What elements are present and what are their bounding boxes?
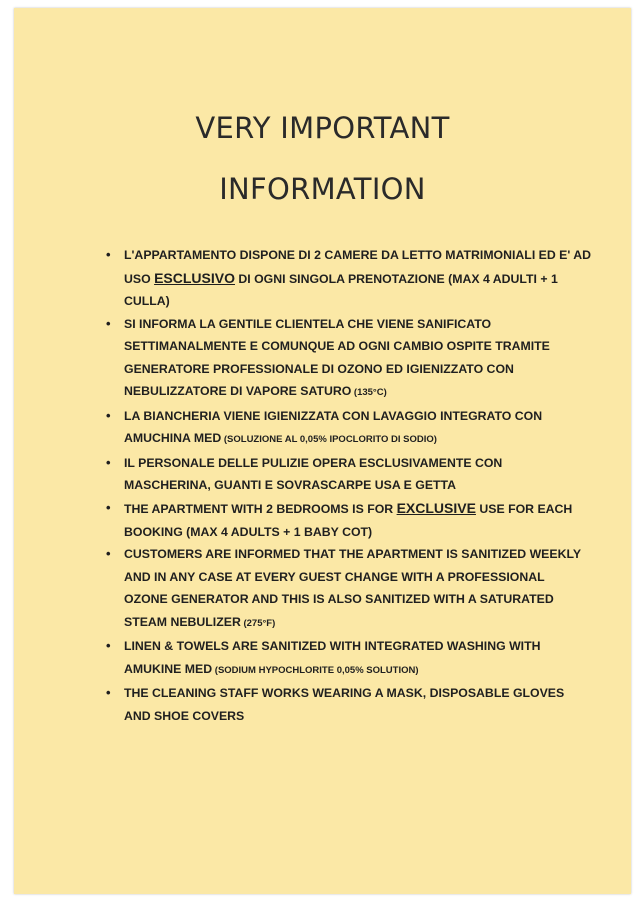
list-item <box>14 452 631 497</box>
title-line-1: VERY IMPORTANT <box>195 111 450 145</box>
italian-list <box>14 244 631 497</box>
list-item <box>14 635 631 682</box>
bullet-icon: • <box>106 500 111 515</box>
item-text: LINEN & TOWELS ARE SANITIZED WITH INTEGRATED WASHING WITH AMUKINE MED <box>124 639 541 676</box>
english-list <box>14 497 631 727</box>
item-small-text: (SOLUZIONE AL 0,05% IPOCLORITO DI SODIO) <box>221 434 437 445</box>
item-small-text: (275°F) <box>240 617 276 629</box>
list-item <box>14 682 631 727</box>
bullet-icon: • <box>106 454 111 470</box>
notice-sheet <box>14 8 631 894</box>
bullet-icon: • <box>106 315 111 331</box>
item-text: L'APPARTAMENTO DISPONE DI 2 CAMERE DA LETTO MATRIMONIALI ED E' AD USO <box>124 248 591 286</box>
item-small-text: (SODIUM HYPOCHLORITE 0,05% SOLUTION) <box>212 664 419 676</box>
item-text: DI OGNI SINGOLA PRENOTAZIONE (MAX 4 ADULTI + 1 CULLA) <box>124 271 558 308</box>
item-text: THE APARTMENT WITH 2 BEDROOMS IS FOR <box>124 502 397 516</box>
item-text: IL PERSONALE DELLE PULIZIE OPERA ESCLUSIVAMENTE CON MASCHERINA, GUANTI E SOVRASCARPE USA E GETTA <box>124 455 503 492</box>
item-text: THE CLEANING STAFF WORKS WEARING A MASK, DISPOSABLE GLOVES AND SHOE COVERS <box>124 686 565 723</box>
item-text: USE FOR EACH BOOKING (MAX 4 ADULTS + 1 BABY COT) <box>124 502 573 539</box>
list-item <box>14 543 631 635</box>
bullet-icon: • <box>106 407 111 423</box>
item-small-text: (135°C) <box>351 387 387 398</box>
emphasis-text: ESCLUSIVO <box>154 269 235 286</box>
bullet-icon: • <box>106 546 111 561</box>
bullet-icon: • <box>106 685 111 700</box>
list-item <box>14 244 631 313</box>
emphasis-text: EXCLUSIVE <box>396 500 476 516</box>
list-item <box>14 405 631 452</box>
bullet-icon: • <box>106 638 111 653</box>
item-text: CUSTOMERS ARE INFORMED THAT THE APARTMENT IS SANITIZED WEEKLY AND IN ANY CASE AT EVERY GUEST CHANGE WITH A PROFESSIONAL OZONE GENERATOR AND THIS IS ALSO SANITIZED WITH A SATURATED STEAM NEBULIZER <box>124 547 581 629</box>
list-item <box>14 497 631 543</box>
title-line-2: INFORMATION <box>219 172 426 206</box>
bullet-icon: • <box>106 247 111 262</box>
item-text: LA BIANCHERIA VIENE IGIENIZZATA CON LAVAGGIO INTEGRATO CON AMUCHINA MED <box>124 408 543 445</box>
list-item <box>14 313 631 405</box>
item-text: SI INFORMA LA GENTILE CLIENTELA CHE VIENE SANIFICATO SETTIMANALMENTE E COMUNQUE AD OGNI CAMBIO OSPITE TRAMITE GENERATORE PROFESSIONALE DI OZONO ED IGIENIZZATO CON NEBULIZZATORE DI VAPORE SATURO <box>124 316 550 398</box>
